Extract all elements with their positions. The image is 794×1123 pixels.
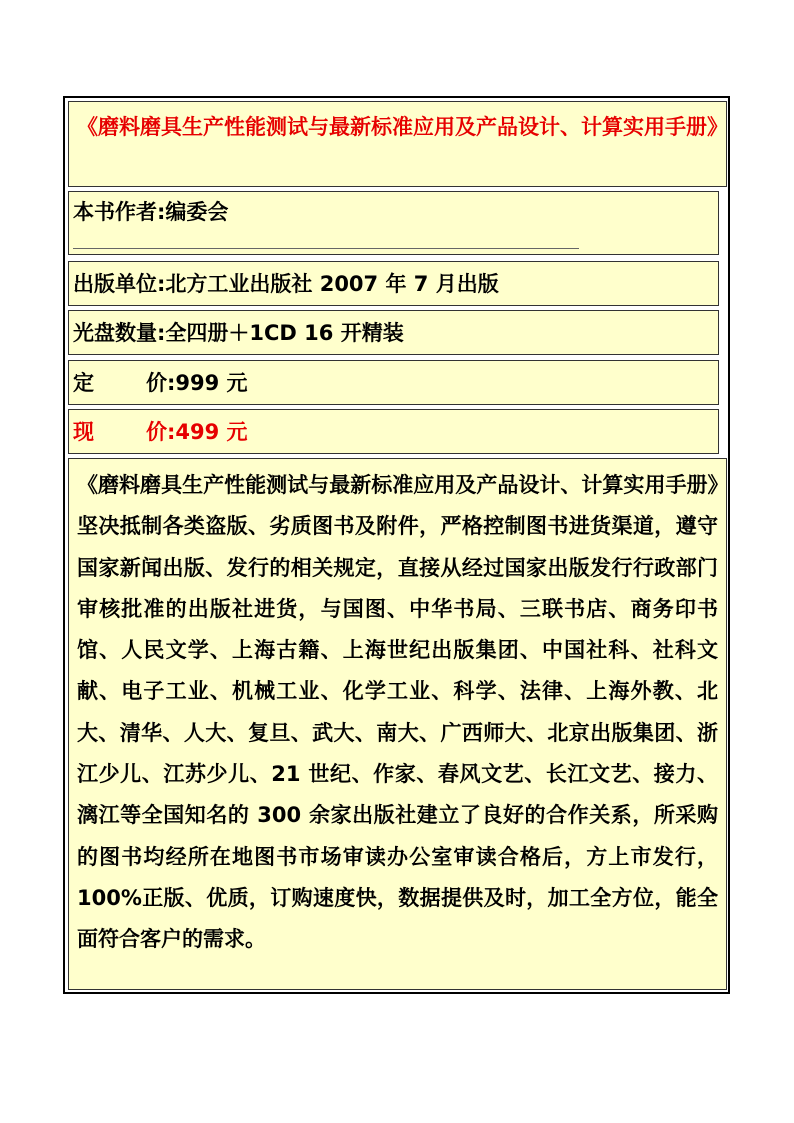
sale-price-value: :499 元 bbox=[167, 420, 248, 444]
book-info-table bbox=[63, 96, 730, 994]
volumes-text: 光盘数量:全四册＋1CD 16 开精装 bbox=[73, 321, 404, 345]
publisher-row bbox=[68, 261, 719, 306]
book-title: 《磨料磨具生产性能测试与最新标准应用及产品设计、计算实用手册》 bbox=[68, 101, 727, 187]
author-text: 本书作者:编委会 bbox=[73, 200, 229, 224]
list-price-label-last: 价 bbox=[146, 371, 167, 395]
sale-price-row bbox=[68, 409, 719, 454]
author-row bbox=[68, 191, 719, 255]
list-price-value: :999 元 bbox=[167, 371, 248, 395]
book-description: 《磨料磨具生产性能测试与最新标准应用及产品设计、计算实用手册》坚决抵制各类盗版、劣质图书及附件，严格控制图书进货渠道，遵守国家新闻出版、发行的相关规定，直接从经过国家出版发行行政部门审核批准的出版社进货，与国图、中华书局、三联书店、商务印书馆、人民文学、上海古籍、上海世纪出版集团、中国社科、社科文献、电子工业、机械工业、化学工业、科学、法律、上海外教、北大、清华、人大、复旦、武大、南大、广西师大、北京出版集团、浙江少儿、江苏少儿、21 世纪、作家、春风文艺、长江文艺、接力、漓江等全国知名的 300 余家出版社建立了良好的合作关系，所采购的图书均经所在地图书市场审读办公室审读合格后，方上市发行，100%正版、优质，订购速度快，数据提供及时，加工全方位，能全面符合客户的需求。 bbox=[68, 458, 727, 990]
publisher-text: 出版单位:北方工业出版社 2007 年 7 月出版 bbox=[73, 272, 499, 296]
author-underline bbox=[73, 248, 579, 249]
volumes-row bbox=[68, 310, 719, 355]
sale-price-label-last: 价 bbox=[146, 420, 167, 444]
list-price-row bbox=[68, 360, 719, 405]
sale-price-label-first: 现 bbox=[73, 420, 94, 444]
list-price-label-first: 定 bbox=[73, 371, 94, 395]
